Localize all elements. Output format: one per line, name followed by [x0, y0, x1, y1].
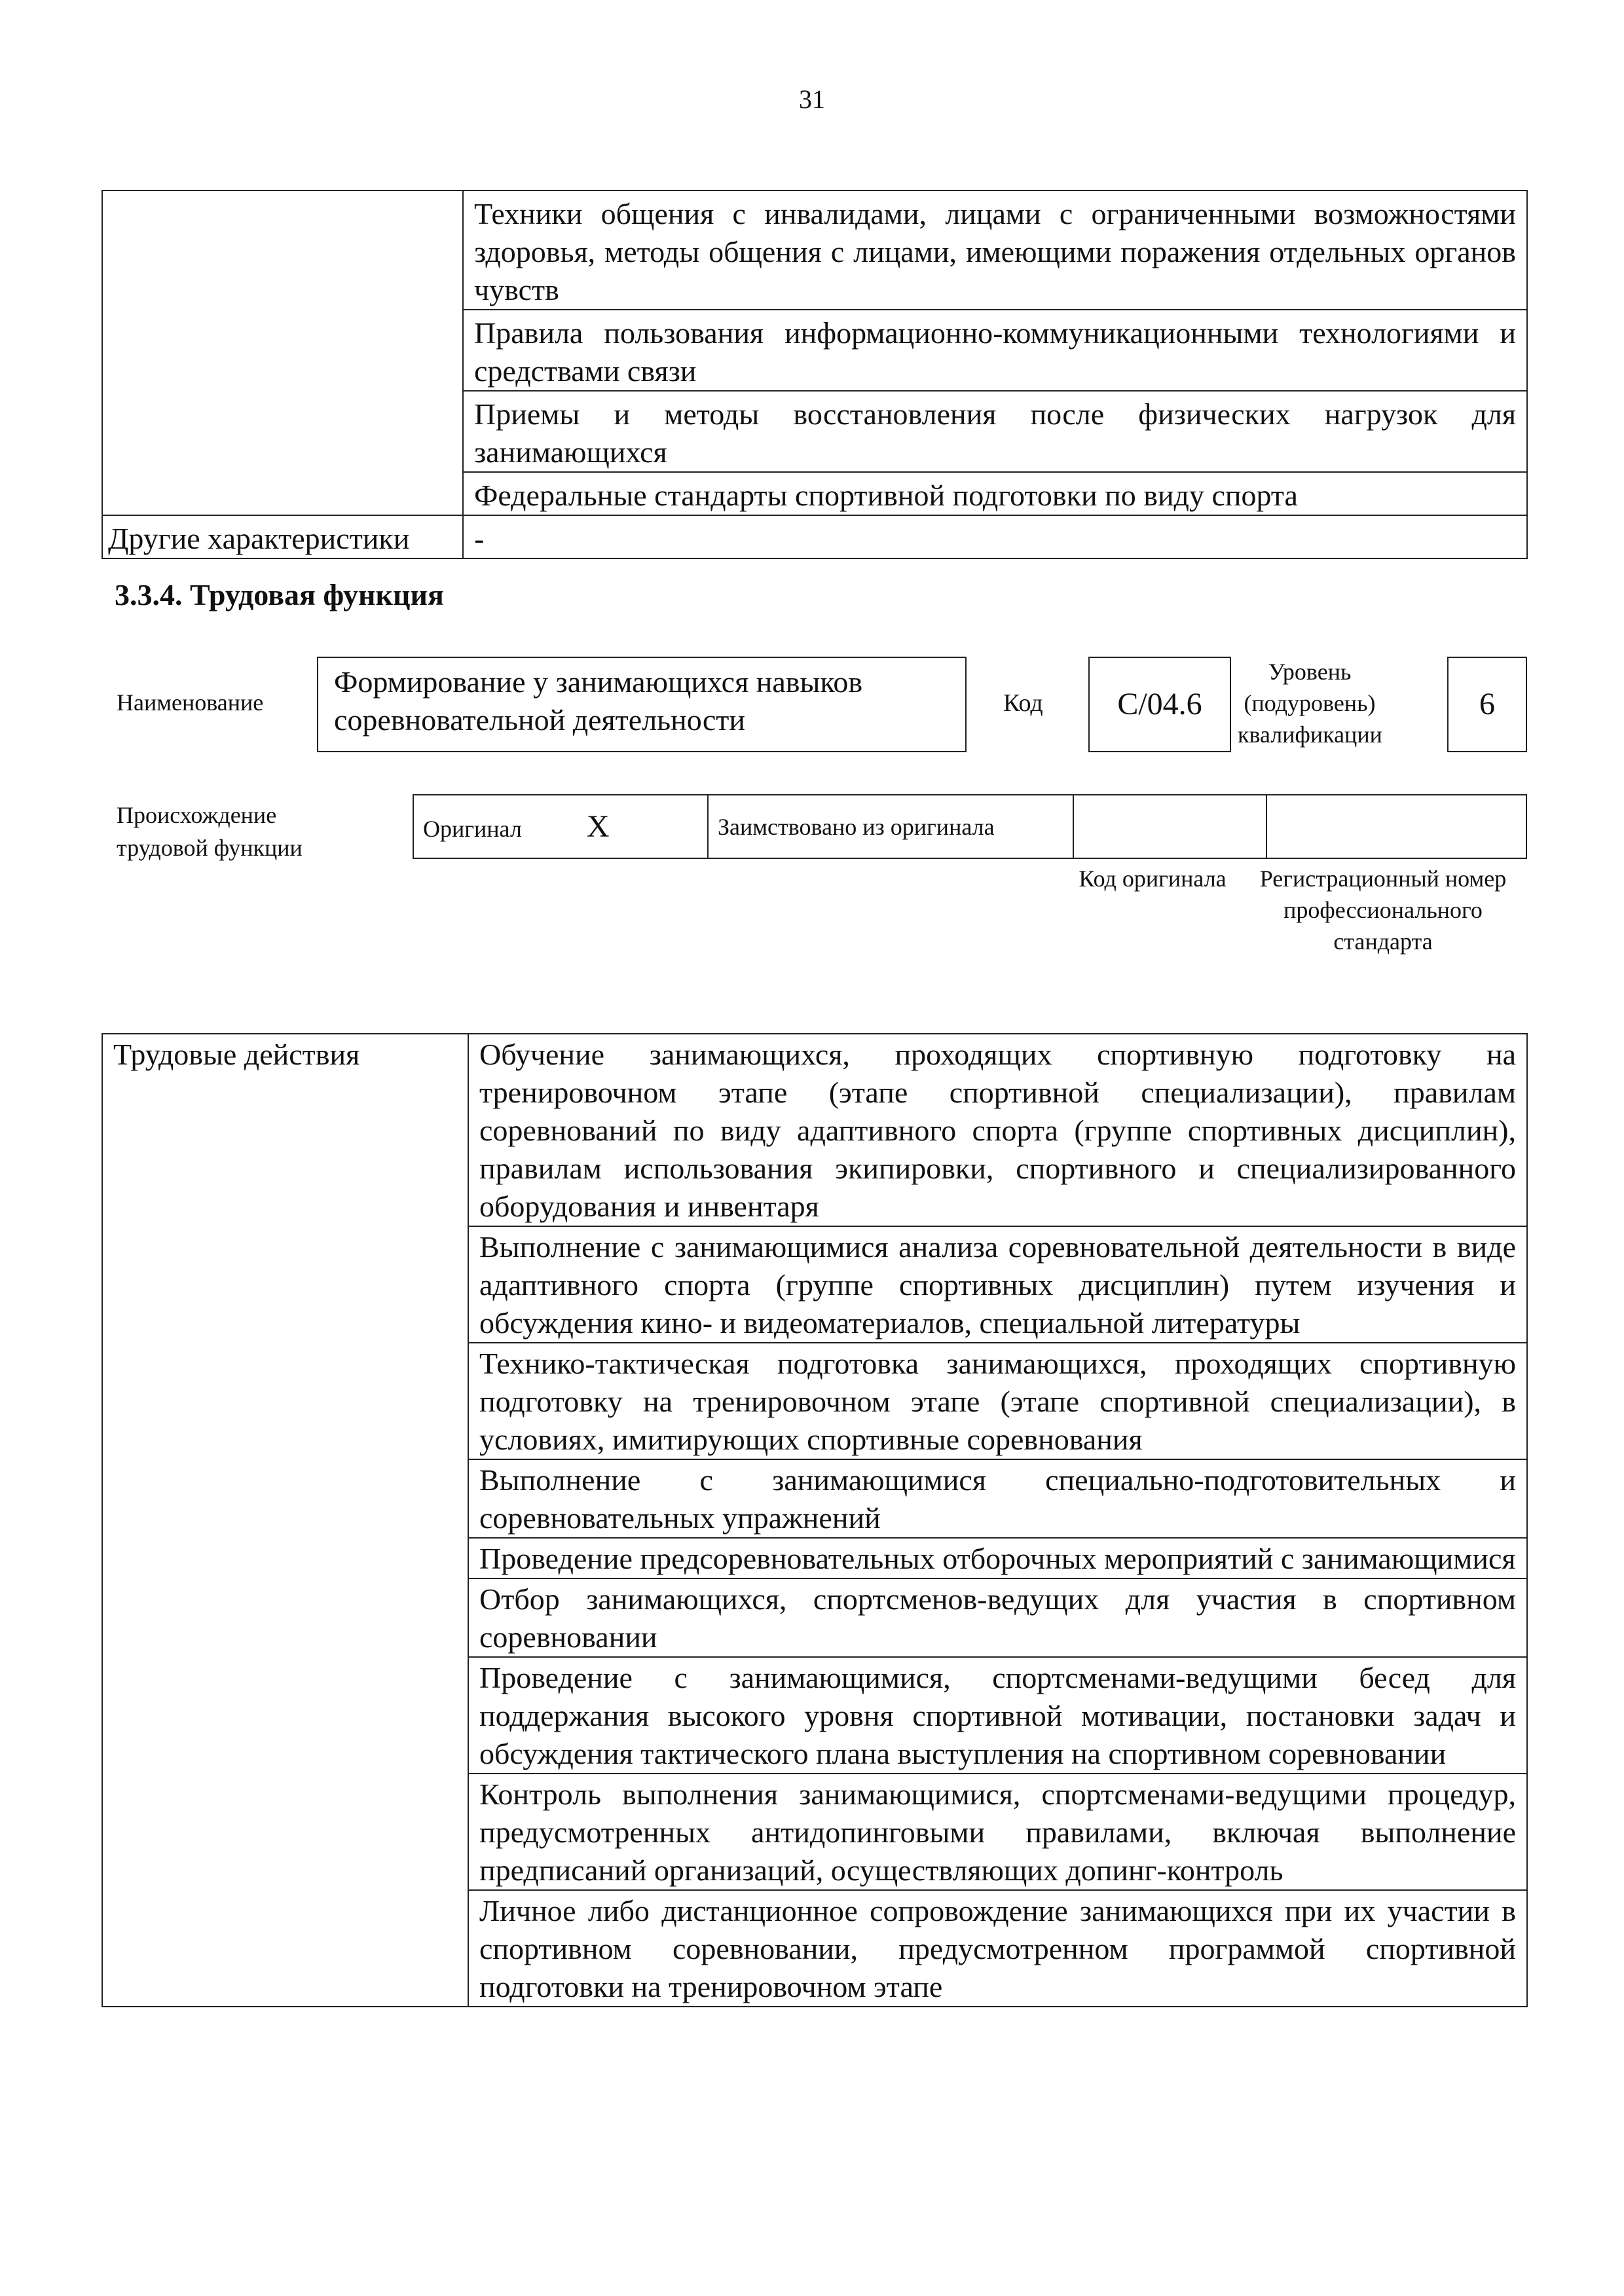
origin-label-text: Происхождение трудовой функции [117, 802, 303, 861]
other-characteristics-value: - [463, 515, 1527, 558]
table-row [102, 1034, 1527, 1226]
origin-table [413, 794, 1527, 859]
original-label: Оригинал [423, 816, 522, 842]
origin-label [117, 799, 326, 864]
labor-action-cell: Проведение с занимающимися, спортсменами-ведущими бесед для поддержания высокого уровня спортивной мотивации, постановки задач и обсуждения тактического плана выступления на спортивном соревновании [468, 1657, 1527, 1774]
code-label: Код [1003, 689, 1043, 717]
other-characteristics-label: Другие характеристики [102, 515, 463, 558]
table-row [413, 795, 1526, 858]
qualification-level-box: 6 [1447, 657, 1527, 752]
labor-action-cell: Выполнение с занимающимися специально-подготовительных и соревновательных упражнений [468, 1459, 1527, 1538]
page-number: 31 [799, 84, 825, 114]
labor-action-cell: Проведение предсоревновательных отборочных мероприятий с занимающимися [468, 1538, 1527, 1578]
labor-action-cell: Выполнение с занимающимися анализа соревновательной деятельности в виде адаптивного спорта (группе спортивных дисциплин) путем изучения и обсуждения кино- и видеоматериалов, специальной литературы [468, 1226, 1527, 1343]
knowledge-continuation-table [101, 190, 1528, 559]
labor-action-cell: Технико-тактическая подготовка занимающихся, проходящих спортивную подготовку на тренировочном этапе (этапе спортивной специализации), в условиях, имитирующих спортивные соревнования [468, 1343, 1527, 1459]
labor-action-cell: Личное либо дистанционное сопровождение занимающихся при их участии в спортивном соревновании, предусмотренном программой спортивной подготовки на тренировочном этапе [468, 1890, 1527, 2007]
section-heading: 3.3.4. Трудовая функция [115, 578, 444, 611]
table-row [102, 191, 1527, 310]
qualification-level-label: Уровень (подуровень) квалификации [1238, 659, 1382, 748]
original-code-cell [1073, 795, 1266, 858]
labor-actions-label: Трудовые действия [102, 1034, 468, 2007]
registration-number-cell [1266, 795, 1526, 858]
knowledge-cell: Федеральные стандарты спортивной подготовки по виду спорта [463, 472, 1527, 515]
original-cell [413, 795, 708, 858]
name-label: Наименование [117, 689, 264, 716]
table-row [102, 515, 1527, 558]
function-name-box: Формирование у занимающихся навыков соревновательной деятельности [317, 657, 967, 752]
knowledge-cell: Правила пользования информационно-коммуникационными технологиями и средствами связи [463, 310, 1527, 391]
labor-action-cell: Контроль выполнения занимающимися, спортсменами-ведущими процедур, предусмотренных антидопинговыми правилами, включая выполнение предписаний организаций, осуществляющих допинг-контроль [468, 1774, 1527, 1890]
original-code-caption: Код оригинала [1079, 866, 1227, 892]
empty-label-cell [102, 191, 463, 515]
knowledge-cell: Приемы и методы восстановления после физических нагрузок для занимающихся [463, 391, 1527, 472]
knowledge-cell: Техники общения с инвалидами, лицами с ограниченными возможностями здоровья, методы общения с лицами, имеющими поражения отдельных органов чувств [463, 191, 1527, 310]
labor-actions-table [101, 1033, 1528, 2007]
labor-action-cell: Обучение занимающихся, проходящих спортивную подготовку на тренировочном этапе (этапе спортивной специализации), правилам соревнований по виду адаптивного спорта (группе спортивных дисциплин), правилам использования экипировки, спортивного и специализированного оборудования и инвентаря [468, 1034, 1527, 1226]
original-mark: X [586, 809, 610, 844]
function-code-box: С/04.6 [1088, 657, 1231, 752]
registration-number-caption: Регистрационный номер профессионального стандарта [1259, 866, 1507, 955]
borrowed-cell: Заимствовано из оригинала [708, 795, 1073, 858]
labor-action-cell: Отбор занимающихся, спортсменов-ведущих для участия в спортивном соревновании [468, 1578, 1527, 1657]
